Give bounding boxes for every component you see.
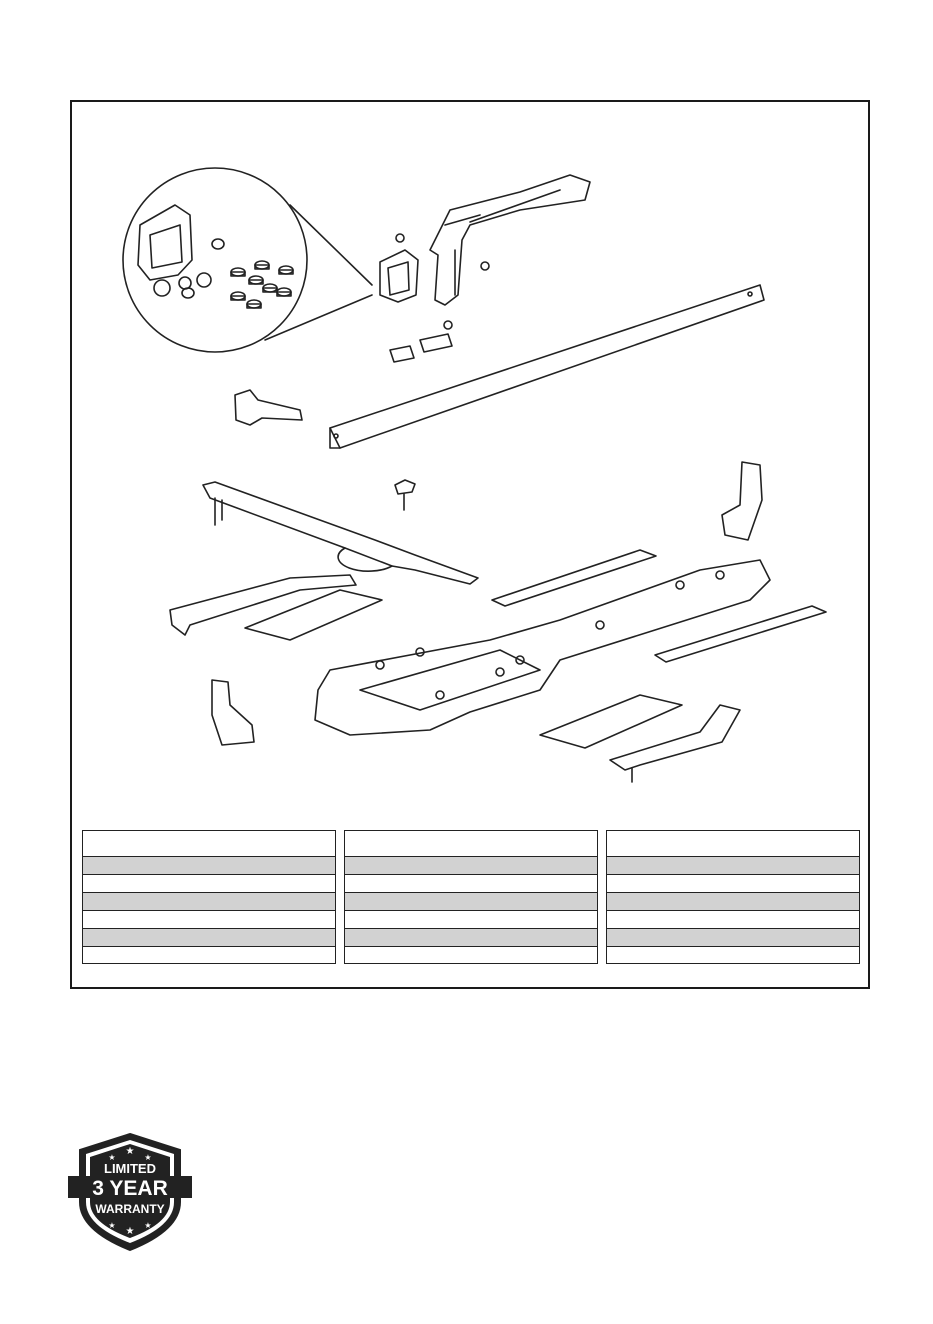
table-row	[82, 928, 336, 946]
table-row	[344, 910, 598, 928]
table-row	[606, 946, 860, 964]
table-row	[606, 856, 860, 874]
table-row	[344, 856, 598, 874]
parts-table-column-1	[82, 830, 336, 964]
table-row	[82, 874, 336, 892]
svg-text:★: ★	[125, 1146, 135, 1157]
warranty-badge	[68, 1130, 192, 1254]
table-row	[344, 946, 598, 964]
table-row	[606, 928, 860, 946]
svg-text:★: ★	[108, 1221, 116, 1230]
svg-text:★: ★	[125, 1226, 135, 1237]
badge-line-warranty: WARRANTY	[95, 1202, 165, 1216]
table-row	[606, 830, 860, 856]
table-row	[344, 892, 598, 910]
table-row	[606, 874, 860, 892]
table-row	[82, 910, 336, 928]
parts-table-column-2	[344, 830, 598, 964]
table-row	[344, 830, 598, 856]
table-row	[82, 946, 336, 964]
table-row	[606, 892, 860, 910]
table-row	[82, 856, 336, 874]
svg-text:★: ★	[144, 1153, 152, 1162]
svg-text:★: ★	[144, 1221, 152, 1230]
table-row	[82, 830, 336, 856]
badge-line-limited: LIMITED	[104, 1161, 156, 1176]
svg-text:★: ★	[108, 1153, 116, 1162]
table-row	[606, 910, 860, 928]
parts-table-column-3	[606, 830, 860, 964]
table-row	[344, 874, 598, 892]
table-row	[344, 928, 598, 946]
table-row	[82, 892, 336, 910]
badge-line-years: 3 YEAR	[92, 1177, 168, 1200]
